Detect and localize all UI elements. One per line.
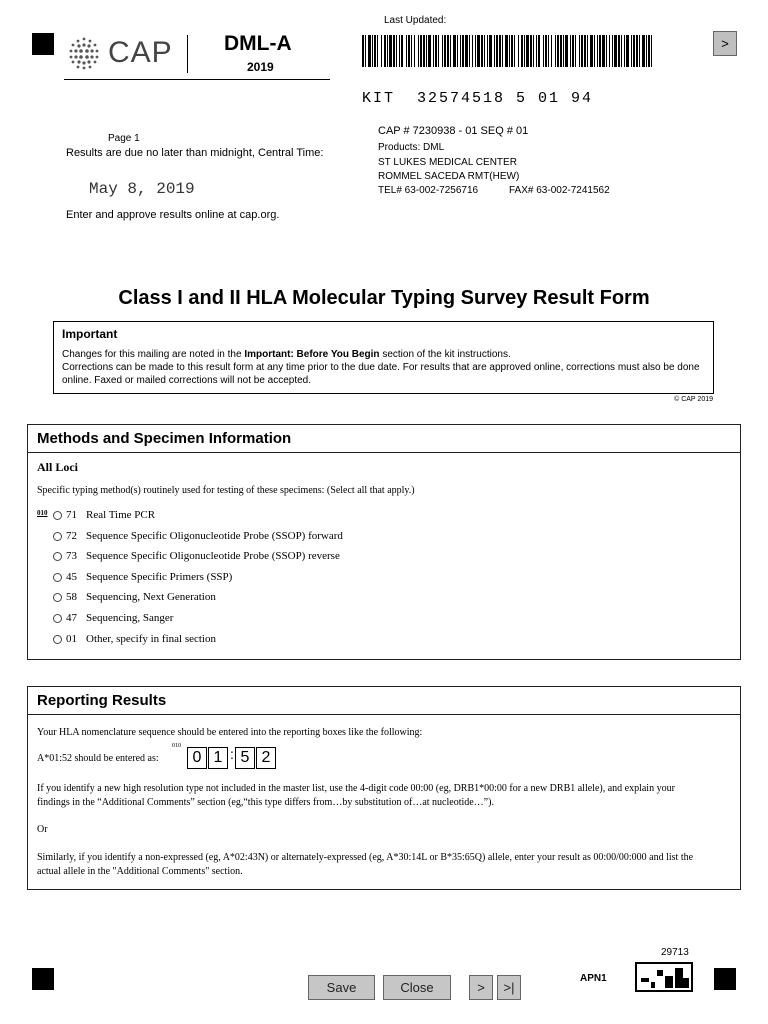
reporting-paragraph-1: If you identify a new high resolution type not included in the master list, use the 4-digit code 00:00 (eg, DRB1*00:00 for a new DRB1 allele), and explain your findings in the “Additional Comments” section (eg,“this type differs from…by substitution of…at nucleotide…”).	[37, 783, 675, 808]
method-code: 45	[66, 571, 77, 583]
method-option-71	[53, 509, 155, 521]
example-entry	[187, 747, 277, 769]
header-rule	[64, 79, 330, 80]
kit-number: KIT 32574518 5 01 94	[362, 90, 594, 107]
example-separator: :	[230, 746, 234, 762]
reporting-section	[27, 686, 741, 890]
methods-heading: Methods and Specimen Information	[28, 425, 740, 453]
example-digit-2: 1	[208, 747, 228, 769]
method-label: Sequence Specific Primers (SSP)	[86, 571, 233, 583]
reporting-or: Or	[37, 824, 48, 835]
methods-field-code: 010	[37, 509, 48, 517]
example-digit-3: 5	[235, 747, 255, 769]
important-heading: Important	[62, 327, 118, 341]
method-radio-73[interactable]	[53, 552, 62, 561]
last-page-button[interactable]: >|	[497, 975, 521, 1000]
reporting-intro: Your HLA nomenclature sequence should be entered into the reporting boxes like the following:	[37, 727, 423, 738]
example-field-code: 010	[172, 743, 181, 749]
method-radio-71[interactable]	[53, 511, 62, 520]
page-code-box	[635, 962, 693, 992]
method-label: Other, specify in final section	[86, 633, 216, 645]
method-code: 47	[66, 612, 77, 624]
contact-name: ROMMEL SACEDA RMT(HEW)	[378, 171, 520, 182]
method-code: 73	[66, 550, 77, 562]
methods-instruction: Specific typing method(s) routinely used for testing of these specimens: (Select all that apply.)	[37, 485, 415, 496]
cap-logo-text: CAP	[108, 36, 173, 69]
method-option-73	[53, 550, 340, 562]
method-label: Sequencing, Sanger	[86, 612, 174, 624]
kit-code: DML-A	[224, 32, 292, 55]
form-code: APN1	[580, 973, 607, 984]
method-label: Sequence Specific Oligonucleotide Probe (SSOP) reverse	[86, 550, 340, 562]
method-code: 58	[66, 591, 77, 603]
close-button[interactable]: Close	[383, 975, 451, 1000]
copyright: © CAP 2019	[674, 396, 713, 403]
logo-divider	[187, 35, 188, 73]
method-code: 72	[66, 530, 77, 542]
institution: ST LUKES MEDICAL CENTER	[378, 157, 517, 168]
method-radio-45[interactable]	[53, 573, 62, 582]
save-button[interactable]: Save	[308, 975, 375, 1000]
important-box	[53, 321, 714, 394]
method-option-45	[53, 571, 232, 583]
method-option-47	[53, 612, 173, 624]
example-label: A*01:52 should be entered as:	[37, 753, 159, 764]
method-code: 71	[66, 509, 77, 521]
cap-number: CAP # 7230938 - 01 SEQ # 01	[378, 125, 529, 137]
registration-mark-top-left	[32, 33, 54, 55]
method-label: Sequence Specific Oligonucleotide Probe (SSOP) forward	[86, 530, 343, 542]
method-option-72	[53, 530, 343, 542]
registration-mark-bottom-right	[714, 968, 736, 990]
method-radio-58[interactable]	[53, 593, 62, 602]
reporting-paragraph-2: Similarly, if you identify a non-expressed (eg, A*02:43N) or alternately-expressed (eg, A*30:14L or B*35:65Q) allele, enter your result as 00:00/00:000 and list the actual allele in the "Additional Comments" section.	[37, 852, 694, 877]
registration-mark-bottom-left	[32, 968, 54, 990]
method-option-01	[53, 633, 216, 645]
method-label: Real Time PCR	[86, 509, 156, 521]
all-loci-heading: All Loci	[37, 460, 78, 474]
method-radio-47[interactable]	[53, 614, 62, 623]
method-option-58	[53, 591, 216, 603]
fax-number: FAX# 63-002-7241562	[509, 185, 610, 196]
form-number: 29713	[661, 947, 689, 958]
online-note: Enter and approve results online at cap.org.	[66, 209, 280, 221]
due-date: May 8, 2019	[89, 180, 195, 198]
cap-logo	[66, 35, 173, 71]
methods-section	[27, 424, 741, 660]
method-code: 01	[66, 633, 77, 645]
next-page-button-top[interactable]: >	[713, 31, 737, 56]
important-line-1: Changes for this mailing are noted in the Important: Before You Begin section of the kit instructions.	[62, 349, 511, 360]
example-digit-4: 2	[256, 747, 276, 769]
reporting-heading: Reporting Results	[28, 687, 740, 715]
form-title: Class I and II HLA Molecular Typing Survey Result Form	[118, 287, 650, 309]
next-page-button[interactable]: >	[469, 975, 493, 1000]
due-label: Results are due no later than midnight, Central Time:	[66, 147, 324, 159]
barcode	[362, 35, 652, 67]
products: Products: DML	[378, 142, 445, 153]
page-label: Page 1	[108, 133, 140, 144]
last-updated-label: Last Updated:	[384, 15, 447, 26]
method-radio-01[interactable]	[53, 635, 62, 644]
tel-number: TEL# 63-002-7256716	[378, 185, 479, 196]
method-label: Sequencing, Next Generation	[86, 591, 216, 603]
example-digit-1: 0	[187, 747, 207, 769]
important-line-2: Corrections can be made to this result form at any time prior to the due date. For results that are approved online, corrections must also be done online. Faxed or mailed corrections will not be accepted.	[62, 362, 700, 386]
method-radio-72[interactable]	[53, 532, 62, 541]
cap-logo-icon	[66, 35, 102, 71]
kit-year: 2019	[247, 60, 274, 74]
